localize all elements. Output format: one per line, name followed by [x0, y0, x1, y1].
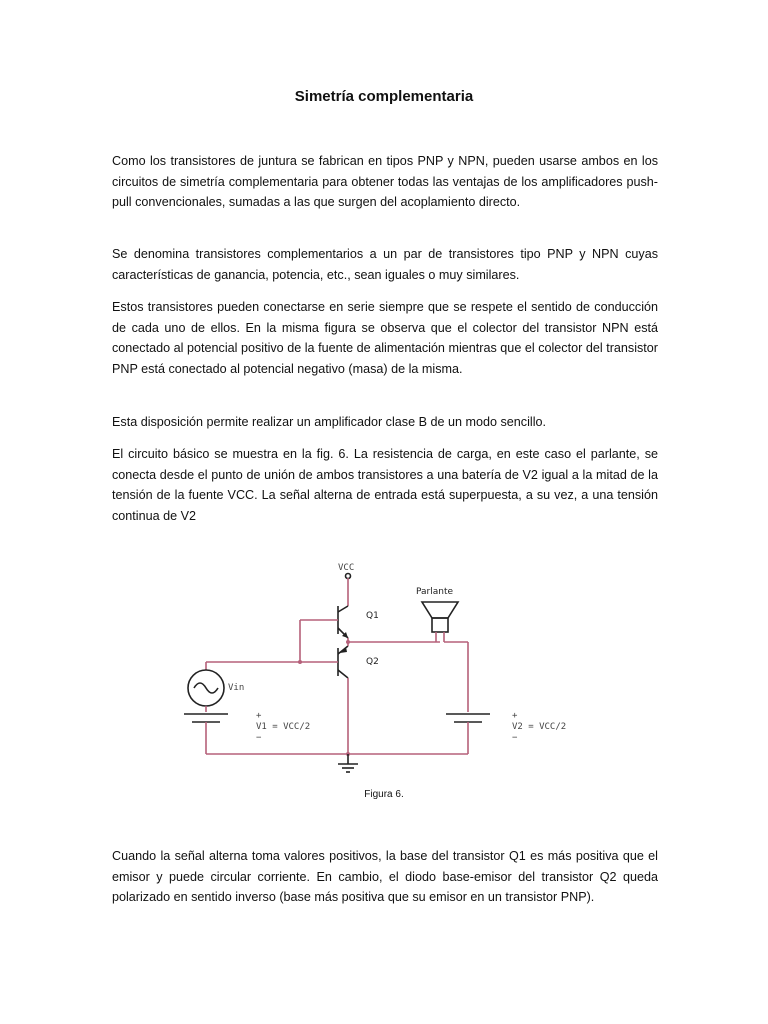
- q1-collector: [338, 606, 348, 612]
- q2-collector: [338, 670, 348, 678]
- v2-minus: −: [512, 733, 518, 743]
- q2-arrow-icon: [340, 647, 347, 653]
- paragraph-5: El circuito básico se muestra en la fig. 6. La resistencia de carga, en este caso el parlante, se conecta desde el punto de unión de ambos transistores a una batería de V2 igual a la mitad de la tensión de la fuente VCC. La señal alterna de entrada está superpuesta, a su vez, a una tensión continua de V2: [112, 447, 658, 524]
- circuit-diagram: [160, 548, 620, 788]
- sine-icon: [194, 683, 218, 693]
- paragraph-4: Esta disposición permite realizar un amplificador clase B de un modo sencillo.: [112, 415, 546, 429]
- paragraph-3: Estos transistores pueden conectarse en serie siempre que se respete el sentido de conducción de cada uno de ellos. En la misma figura se observa que el colector del transistor NPN está conectado al potencial positivo de la fuente de alimentación mientras que el colector del transistor PNP está conectado al potencial negativo (masa) de la misma.: [112, 300, 658, 377]
- v1-plus: +: [256, 711, 262, 721]
- page-title: Simetría complementaria: [294, 88, 474, 105]
- vin-label: Vin: [228, 683, 245, 693]
- vcc-terminal: [346, 574, 351, 579]
- speaker-body: [432, 618, 448, 632]
- vcc-label: VCC: [338, 563, 355, 573]
- v2-plus: +: [512, 711, 518, 721]
- v1-minus: −: [256, 733, 262, 743]
- v1-label: V1 = VCC/2: [256, 722, 311, 732]
- figure-caption: Figura 6.: [364, 789, 404, 800]
- paragraph-6: Cuando la señal alterna toma valores positivos, la base del transistor Q1 es más positiva que el emisor y puede circular corriente. En cambio, el diodo base-emisor del transistor Q2 queda polarizado en sentido inverso (base más positiva que su emisor en un transistor PNP).: [112, 849, 658, 905]
- paragraph-1: Como los transistores de juntura se fabrican en tipos PNP y NPN, pueden usarse ambos en los circuitos de simetría complementaria para obtener todas las ventajas de los amplificadores push-pull convencionales, sumadas a las que surgen del acoplamiento directo.: [112, 154, 658, 210]
- q2-label: Q2: [366, 657, 379, 667]
- paragraph-2: Se denomina transistores complementarios a un par de transistores tipo PNP y NPN cuyas características de ganancia, potencia, etc., sean iguales o muy similares.: [112, 247, 658, 282]
- q1-label: Q1: [366, 611, 379, 621]
- speaker-cone-icon: [422, 602, 458, 618]
- circuit-figure: [160, 548, 620, 788]
- v2-label: V2 = VCC/2: [512, 722, 567, 732]
- speaker-label: Parlante: [416, 587, 454, 597]
